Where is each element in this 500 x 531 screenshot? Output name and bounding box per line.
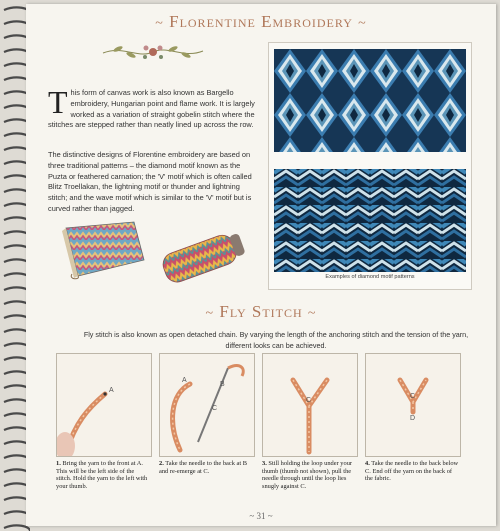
page-number: ~ 31 ~ <box>249 511 273 521</box>
step-1-text: Bring the yarn to the front at A. This will be the left side of the stitch. Hold the yarn to the left with your thumb. <box>56 460 148 490</box>
svg-text:D: D <box>410 415 416 422</box>
drop-cap: T <box>48 84 68 120</box>
photo-caption: Examples of diamond motif patterns <box>325 274 415 280</box>
diamond-pattern-sample-2 <box>274 169 466 272</box>
step-1: A 1. Bring the yarn to the front at A. This will be the left side of the stitch. Hold the yarn to the left with your thumb. <box>56 353 150 490</box>
step-2-text: Take the needle to the back at B and re-emerge at C. <box>159 460 247 475</box>
svg-text:A: A <box>109 387 114 394</box>
step-4: C D 4. Take the needle to the back below C. End off the yarn on the back of the fabric. <box>365 353 459 483</box>
spiral-ring <box>4 525 30 531</box>
step-3: C 3. Still holding the loop under your thumb (thumb not shown), pull the needle through until the loop lies snugly against C. <box>262 353 356 490</box>
step-4-text: Take the needle to the back below C. End off the yarn on the back of the fabric. <box>365 460 459 483</box>
diamond-pattern-sample-1 <box>274 49 466 152</box>
svg-text:B: B <box>220 381 225 388</box>
fly-stitch-intro: Fly stitch is also known as open detached chain. By varying the length of the anchoring stitch and the tension of the yarn, different looks can be achieved. <box>83 330 469 350</box>
svg-text:C: C <box>410 393 416 400</box>
book-page <box>26 4 496 526</box>
step-1-illustration <box>56 353 152 457</box>
intro-paragraph: This form of canvas work is also known as Bargello embroidery, Hungarian point and flame work. It is largely worked as a variation of straight gobelin stitch where the stitches are stepped rather than neatly lined up across the row. <box>48 84 255 130</box>
svg-text:C: C <box>306 397 312 404</box>
step-4-illustration <box>365 353 461 457</box>
diamond-patterns-photo <box>268 42 472 290</box>
step-3-text: Still holding the loop under your thumb (thumb not shown), pull the needle through until the loop lies snugly against C. <box>262 460 353 490</box>
patterns-paragraph: The distinctive designs of Florentine embroidery are based on three traditional patterns – the diamond motif known as the Puzta or feathered carnation; the 'V' motif which is often called Blitz Troellakan, the lightning motif or thunder and lightning stitch; and the wave motif which is similar to the 'V' motif but is curved rather than jagged. <box>48 150 252 213</box>
fly-stitch-title: Fly Stitch <box>219 302 303 321</box>
step-2: A B C 2. Take the needle to the back at B and re-emerge at C. <box>159 353 253 475</box>
svg-text:A: A <box>182 377 187 384</box>
section-heading-florentine: ~ Florentine Embroidery ~ <box>155 12 367 31</box>
step-3-illustration <box>262 353 358 457</box>
embroidered-book-illustration <box>56 220 148 282</box>
step-2-illustration <box>159 353 255 457</box>
floral-ornament <box>98 39 208 65</box>
embroidered-case-illustration <box>154 226 254 286</box>
svg-text:C: C <box>212 405 218 412</box>
section-heading-fly-stitch: ~ Fly Stitch ~ <box>205 302 317 321</box>
section-title: Florentine Embroidery <box>169 12 353 31</box>
